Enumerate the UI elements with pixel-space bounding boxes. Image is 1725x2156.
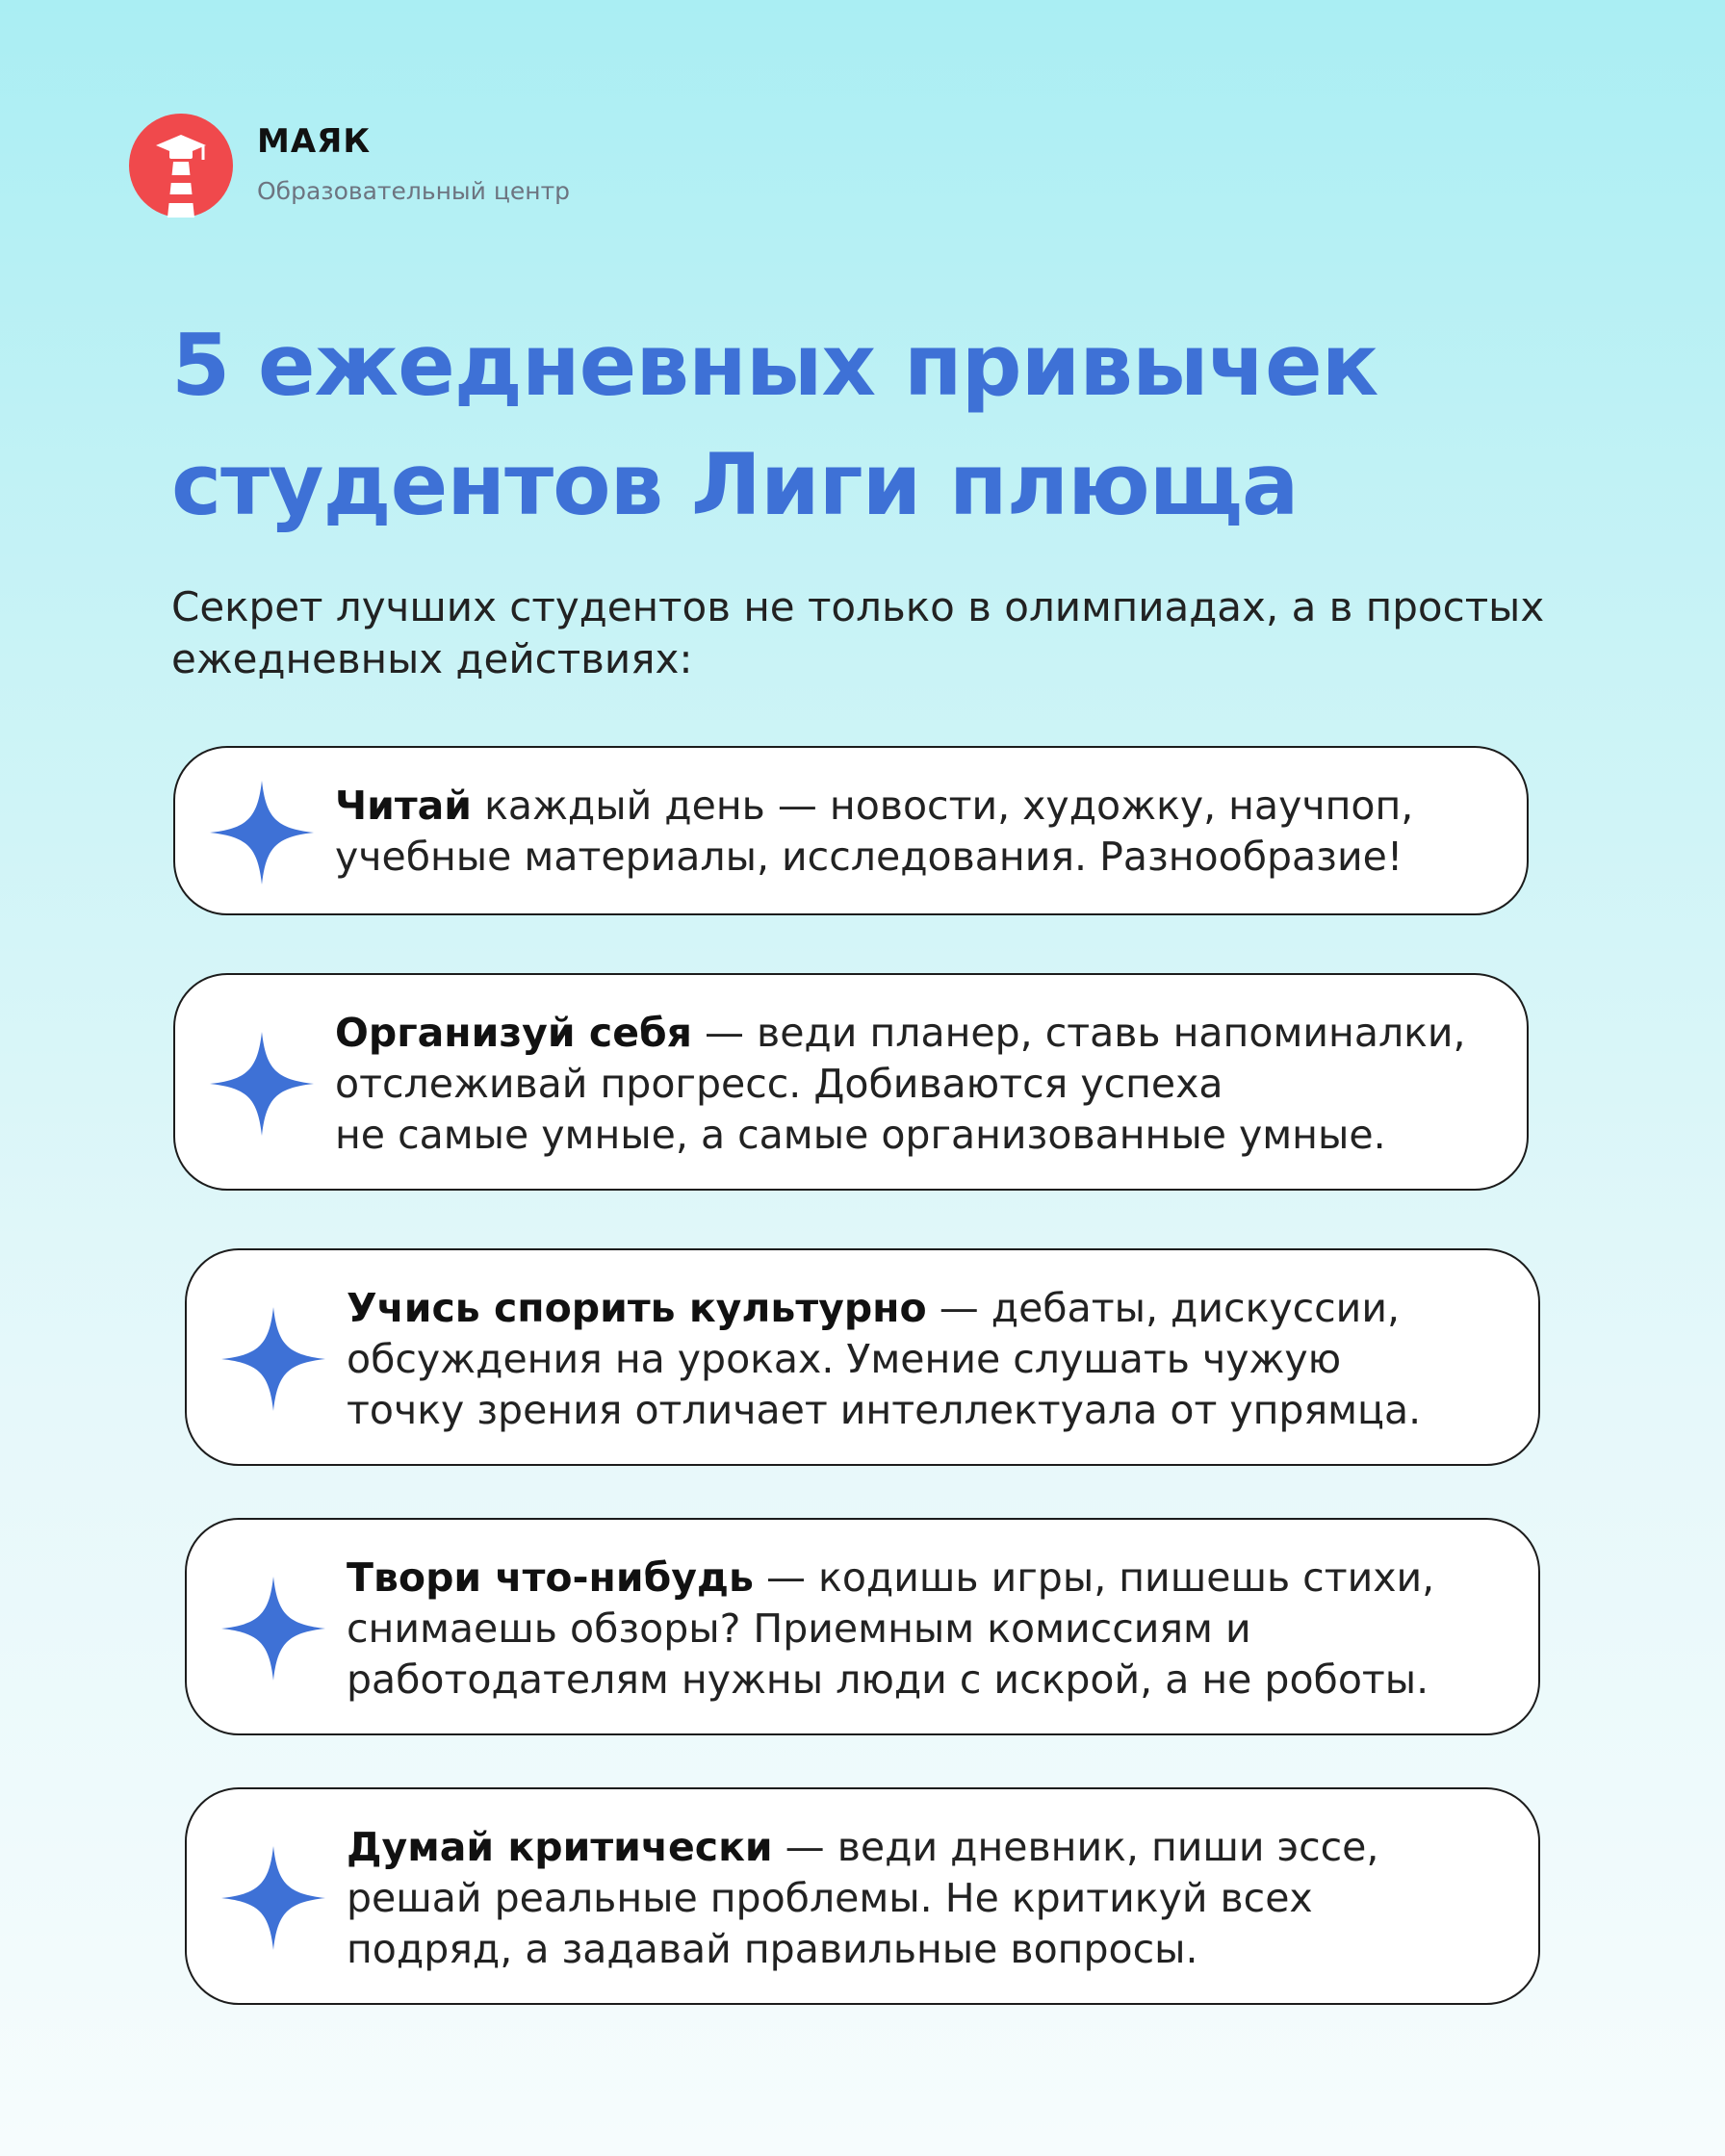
habit-card-critical-thinking bbox=[185, 1787, 1540, 2005]
habit-text: Думай критически — веди дневник, пиши эссе, решай реальные проблемы. Не критикуй всех подряд, а задавай правильные вопросы. bbox=[347, 1824, 1379, 1972]
habit-card-organize bbox=[173, 973, 1529, 1191]
habit-card-create bbox=[185, 1518, 1540, 1735]
habit-text: Организуй себя — веди планер, ставь напоминалки, отслеживай прогресс. Добиваются успеха не самые умные, а самые организованные умные. bbox=[335, 1010, 1466, 1158]
habit-card-reading bbox=[173, 746, 1529, 915]
habit-text: Твори что-нибудь — кодишь игры, пишешь стихи, снимаешь обзоры? Приемным комиссиям и работодателям нужны люди с искрой, а не роботы. bbox=[347, 1554, 1435, 1703]
intro-line-1: Секрет лучших студентов не только в олимпиадах, а в простых bbox=[171, 583, 1545, 630]
habit-title: Твори что-нибудь bbox=[347, 1554, 754, 1601]
title-line-2: студентов Лиги плюща bbox=[171, 435, 1299, 534]
sparkle-star-icon bbox=[221, 1846, 325, 1950]
habit-title: Организуй себя bbox=[335, 1010, 692, 1056]
habit-text: Учись спорить культурно — дебаты, дискуссии, обсуждения на уроках. Умение слушать чужую точку зрения отличает интеллектуала от упрямца. bbox=[347, 1285, 1422, 1433]
brand-subtitle: Образовательный центр bbox=[257, 177, 571, 205]
intro-line-2: ежедневных действиях: bbox=[171, 635, 693, 682]
sparkle-star-icon bbox=[221, 1577, 325, 1681]
sparkle-star-icon bbox=[210, 1032, 314, 1136]
page-title bbox=[171, 306, 1615, 545]
habit-text: Читай каждый день — новости, художку, научпоп, учебные материалы, исследования. Разнообразие! bbox=[335, 783, 1414, 880]
intro-text bbox=[171, 581, 1558, 685]
brand-logo-icon bbox=[129, 114, 233, 218]
habit-card-debate bbox=[185, 1248, 1540, 1466]
sparkle-star-icon bbox=[210, 781, 314, 885]
habit-title: Учись спорить культурно bbox=[347, 1285, 927, 1331]
brand-name: МАЯК bbox=[257, 122, 372, 161]
habit-title: Читай bbox=[335, 783, 473, 829]
habit-title: Думай критически bbox=[347, 1824, 773, 1870]
sparkle-star-icon bbox=[221, 1307, 325, 1411]
title-line-1: 5 ежедневных привычек bbox=[171, 316, 1378, 415]
